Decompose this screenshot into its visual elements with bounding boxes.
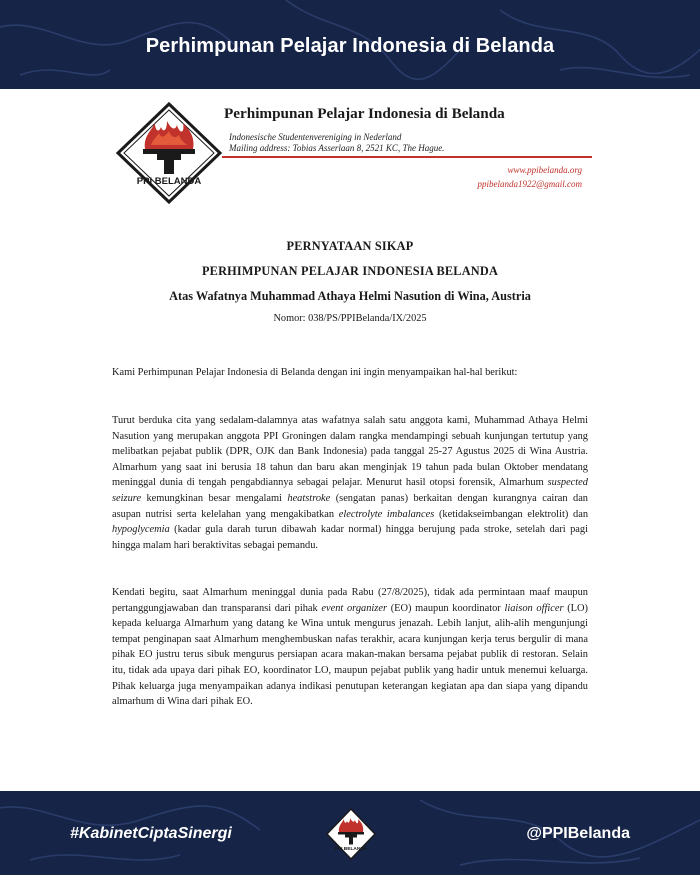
hashtag-label: #KabinetCiptaSinergi (70, 825, 232, 842)
dutch-name: Indonesische Studentenvereniging in Nederland (229, 132, 402, 142)
footer-logo-label: PPI BELANDA (334, 847, 368, 852)
letterhead-org-name: Perhimpunan Pelajar Indonesia di Belanda (224, 105, 505, 122)
document-title: PERNYATAAN SIKAP (286, 239, 414, 253)
banner-title: Perhimpunan Pelajar Indonesia di Belanda (145, 34, 555, 57)
ppi-belanda-logo (115, 101, 223, 205)
mailing-address: Mailing address: Tobias Asserlaan 8, 2521 KC, The Hague. (229, 143, 445, 153)
document-number: Nomor: 038/PS/PPIBelanda/IX/2025 (273, 313, 427, 324)
email-link[interactable]: ppibelanda1922@gmail.com (477, 179, 582, 189)
letterhead-divider (222, 156, 592, 158)
website-link[interactable]: www.ppibelanda.org (507, 165, 582, 175)
letterhead-contact (477, 163, 582, 191)
top-banner (0, 0, 700, 92)
intro-paragraph: Kami Perhimpunan Pelajar Indonesia di Belanda dengan ini ingin menyampaikan hal-hal berikut: (112, 367, 518, 378)
document-subject: Atas Wafatnya Muhammad Athaya Helmi Nasution di Wina, Austria (169, 289, 531, 303)
paragraph-accountability: Kendati begitu, saat Almarhum meninggal dunia pada Rabu (27/8/2025), tidak ada permintaan maaf maupun pertanggungjawaban dan transparansi dari pihak event organizer (EO) maupun koordinator liaison officer (LO) kepada keluarga Almarhum yang datang ke Wina untuk mengurus jenazah. Lebih lanjut, alih-alih mengunjungi tempat penginapan saat Almarhum menghembuskan nafas terakhir, acara kunjungan kerja terus bergulir di mana pihak EO justru terus sibuk mengurus persiapan acara makan-makan bersama pejabat publik di restoran. Selain itu, tidak ada upaya dari pihak EO, koordinator LO, maupun pejabat publik yang hadir untuk menemui keluarga. Pihak keluarga juga menyampaikan adanya indikasi penutupan keterangan kegiatan apa dan siapa yang dipandu almarhum di Wina dari pihak EO. (112, 587, 588, 708)
footer-logo (326, 808, 376, 860)
document-org: PERHIMPUNAN PELAJAR INDONESIA BELANDA (201, 264, 499, 278)
letterhead-subtitle (229, 132, 444, 154)
statement-document (0, 89, 700, 791)
social-handle: @PPIBelanda (526, 825, 630, 842)
paragraph-condolence: Turut berduka cita yang sedalam-dalamnya atas wafatnya salah satu anggota kami, Muhammad Athaya Helmi Nasution yang merupakan anggota PPI Groningen dalam rangka mendampingi sebuah kunjungan tertutup yang melibatkan pejabat publik (DPR, OJK dan Bank Indonesia) pada tanggal 25-27 Agustus 2025 di Wina Austria. Almarhum yang saat ini berusia 18 tahun dan baru akan menginjak 19 tahun pada bulan Oktober mendatang meninggal dunia di tengah pengabdiannya sebagai pelajar. Menurut hasil otopsi forensik, Almarhum suspected seizure kemungkinan besar mengalami heatstroke (sengatan panas) berkaitan dengan kurangnya cairan dan asupan nutrisi serta kelelahan yang mengakibatkan electrolyte imbalances (ketidakseimbangan elektrolit) dan hypoglycemia (kadar gula darah turun dibawah kadar normal) hingga berujung pada stroke, setelah dari pagi hingga malam hari beraktivitas sebagai pemandu. (112, 415, 589, 551)
logo-label: PPI BELANDA (136, 176, 202, 187)
